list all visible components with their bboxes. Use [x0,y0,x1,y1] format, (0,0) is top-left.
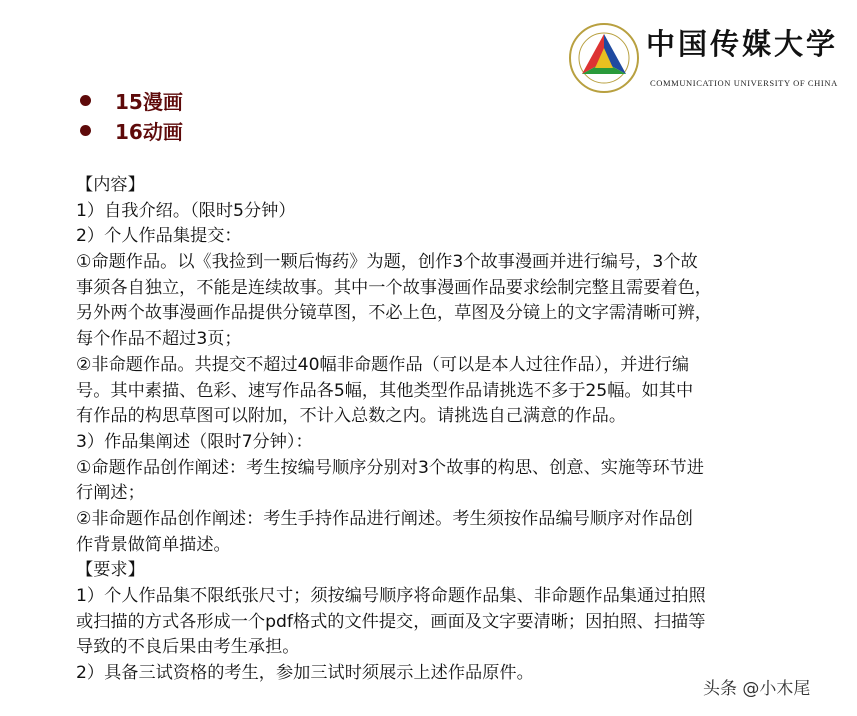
text-line: 行阐述； [76,483,145,504]
bullet-item [80,86,183,115]
text-line: ②非命题作品。共提交不超过40幅非命题作品（可以是本人过往作品），并进行编 [76,354,690,375]
text-line: 导致的不良后果由考生承担。 [76,637,300,658]
text-line: ①命题作品创作阐述：考生按编号顺序分别对3个故事的构思、创意、实施等环节进 [76,457,704,478]
text-line: 事须各自独立，不能是连续故事。其中一个故事漫画作品要求绘制完整且需要着色， [76,277,712,298]
text-line: 作背景做简单描述。 [76,534,231,555]
text-line: 2）个人作品集提交： [76,226,242,247]
text-line: 1）自我介绍。（限时5分钟） [76,200,296,221]
text-line: 每个作品不超过3页； [76,329,242,350]
text-line: 【要求】 [76,560,145,581]
bullet-label: 15漫画 [115,90,183,114]
watermark: 头条 @小木尾 [703,679,811,699]
text-line: 号。其中素描、色彩、速写作品各5幅，其他类型作品请挑选不多于25幅。如其中 [76,380,694,401]
text-line: 或扫描的方式各形成一个pdf格式的文件提交，画面及文字要清晰；因拍照、扫描等 [76,611,706,632]
university-logo [568,22,848,98]
text-line: 1）个人作品集不限纸张尺寸；须按编号顺序将命题作品集、非命题作品集通过拍照 [76,586,706,606]
text-line: 另外两个故事漫画作品提供分镜草图，不必上色，草图及分镜上的文字需清晰可辨， [76,303,712,324]
text-line: 2）具备三试资格的考生，参加三试时须展示上述作品原件。 [76,663,534,684]
university-name-en: COMMUNICATION UNIVERSITY OF CHINA [650,78,838,88]
bullet-item [80,116,183,145]
university-name-cn: 中国传媒大学 [646,27,839,61]
text-line: 3）作品集阐述（限时7分钟）： [76,431,313,452]
body-text [76,173,712,687]
bullet-dot-icon [80,125,91,136]
university-emblem-icon [568,22,640,94]
bullet-label: 16动画 [115,120,183,144]
text-line: 有作品的构思草图可以附加，不计入总数之内。请挑选自己满意的作品。 [76,406,627,427]
text-line: 【内容】 [76,175,145,195]
bullet-dot-icon [80,95,91,106]
text-line: ②非命题作品创作阐述：考生手持作品进行阐述。考生须按作品编号顺序对作品创 [76,508,693,529]
text-line: ①命题作品。以《我捡到一颗后悔药》为题，创作3个故事漫画并进行编号，3个故 [76,252,698,273]
